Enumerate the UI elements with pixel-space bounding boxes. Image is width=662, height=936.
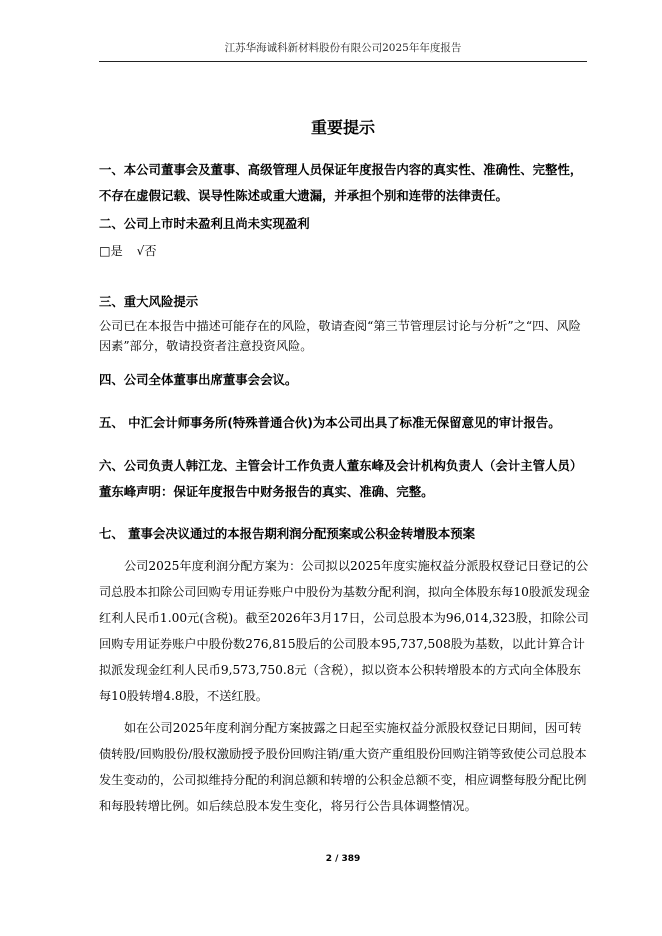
notice-item-6: 六、公司负责人韩江龙、主管会计工作负责人董东峰及会计机构负责人（会计主管人员）董东峰声明：保证年度报告中财务报告的真实、准确、完整。 [99,458,583,499]
notice-item-7-heading: 七、 董事会决议通过的本报告期利润分配预案或公积金转增股本预案 [99,526,476,541]
report-header: 江苏华海诚科新材料股份有限公司2025年年度报告 [224,42,462,54]
header-divider [99,61,587,62]
notice-item-4: 四、公司全体董事出席董事会会议。 [99,372,298,387]
option-yes: □是 [99,244,123,258]
option-no: √否 [136,244,157,258]
notice-item-5: 五、 中汇会计师事务所(特殊普通合伙)为本公司出具了标准无保留意见的审计报告。 [99,415,561,430]
profit-status-options [99,241,167,261]
page-number: 2 / 389 [325,854,361,864]
page-title: 重要提示 [310,118,375,137]
notice-item-3-text: 公司已在本报告中描述可能存在的风险，敬请查阅“第三节管理层讨论与分析”之“四、风险因素”部分，敬请投资者注意投资风险。 [99,319,581,353]
adjustment-paragraph: 如在公司2025年度利润分配方案披露之日起至实施权益分派股权登记日期间，因可转债转股/回购股份/股权激励授予股份回购注销/重大资产重组股份回购注销等致使公司总股本发生变动的，公司拟维持分配的利润总额和转增的公积金总额不变，相应调整每股分配比例和每股转增比例。如后续总股本发生变化，将另行公告具体调整情况。 [99,721,587,813]
notice-item-2: 二、公司上市时未盈利且尚未实现盈利 [99,216,310,231]
notice-item-3-heading: 三、重大风险提示 [99,294,199,309]
notice-item-1: 一、本公司董事会及董事、高级管理人员保证年度报告内容的真实性、准确性、完整性，不存在虚假记载、误导性陈述或重大遗漏，并承担个别和连带的法律责任。 [99,162,583,203]
profit-distribution-paragraph: 公司2025年度利润分配方案为：公司拟以2025年度实施权益分派股权登记日登记的公司总股本扣除公司回购专用证券账户中股份为基数分配利润，拟向全体股东每10股派发现金红利人民币1.00元(含税)。截至2026年3月17日，公司总股本为96,014,323股，扣除公司回购专用证券账户中股份数276,815股后的公司股本95,737,508股为基数，以此计算合计拟派发现金红利人民币9,573,750.8元（含税），拟以资本公积转增股本的方式向全体股东每10股转增4.8股，不送红股。 [99,559,590,703]
